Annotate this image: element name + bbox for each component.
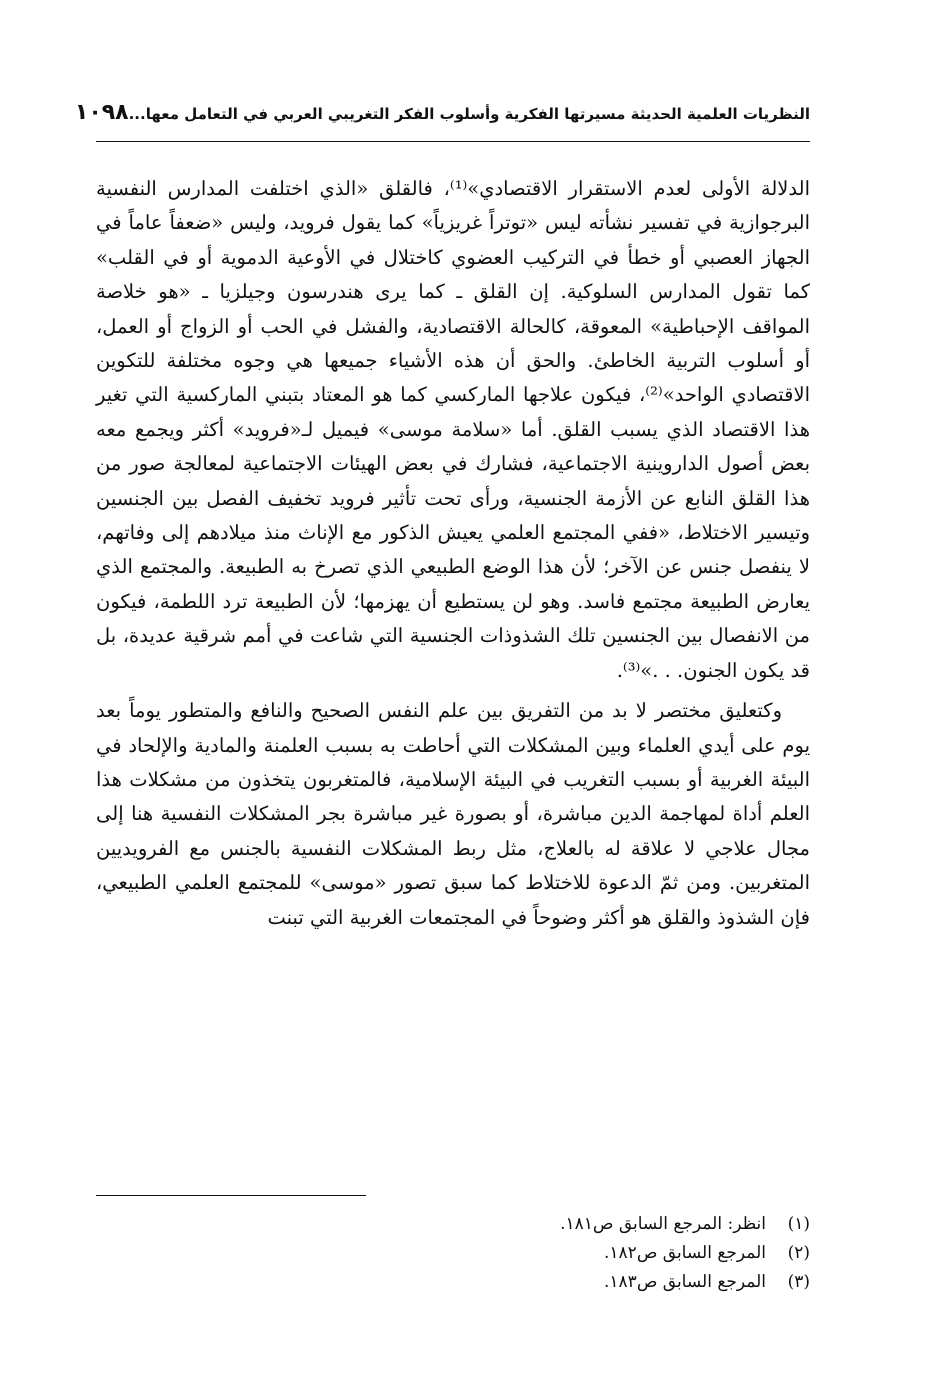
footnote-number: (٣) — [787, 1272, 810, 1292]
footnote-text: انظر: المرجع السابق ص١٨١. — [560, 1214, 766, 1234]
page-number: ١٠٩٨ — [74, 100, 129, 125]
footnote-text: المرجع السابق ص١٨٢. — [604, 1243, 766, 1263]
footnote-number: (٢) — [787, 1243, 810, 1263]
footnote-item — [96, 1239, 810, 1268]
book-page — [74, 100, 810, 1292]
paragraph-1: الدلالة الأولى لعدم الاستقرار الاقتصادي»⁽¹⁾، فالقلق «الذي اختلفت المدارس النفسية البرجوازية في تفسير نشأته ليس «توتراً غريزياً» كما يقول فرويد، وليس «ضعفاً عاماً في الجهاز العصبي أو خطأ في التركيب العضوي كاختلال في الأوعية الدموية أو في القلب» كما تقول المدارس السلوكية. إن القلق ـ كما يرى هندرسون وجيلزيا ـ «هو خلاصة المواقف الإحباطية» المعوقة، كالحالة الاقتصادية، والفشل في الحب أو الزواج أو العمل، أو أسلوب التربية الخاطئ. والحق أن هذه الأشياء جميعها هي وجوه مختلفة للتكوين الاقتصادي الواحد»⁽²⁾، فيكون علاجها الماركسي كما هو المعتاد بتبني الماركسية التي تغير هذا الاقتصاد الذي يسبب القلق. أما «سلامة موسى» فيميل لـ«فرويد» أكثر ويجمع معه بعض أصول الداروينية الاجتماعية، فشارك في بعض الهيئات الاجتماعية لمعالجة صور من هذا القلق النابع عن الأزمة الجنسية، ورأى تحت تأثير فرويد تخفيف الفصل بين الجنسين وتيسير الاختلاط، «ففي المجتمع العلمي يعيش الذكور مع الإناث منذ ميلادهم إلى وفاتهم، لا ينفصل جنس عن الآخر؛ لأن هذا الوضع الطبيعي الذي تصرخ به الطبيعة. والمجتمع الذي يعارض الطبيعة مجتمع فاسد. وهو لن يستطيع أن يهزمها؛ لأن الطبيعة ترد اللطمة، فيكون من الانفصال بين الجنسين تلك الشذوذات الجنسية التي شاعت في أمم شرقية عديدة، بل قد يكون الجنون. . .»⁽³⁾. — [96, 177, 810, 682]
footnote-item — [96, 1268, 810, 1297]
footnotes — [96, 1210, 810, 1297]
body-text — [96, 172, 810, 935]
footnote-divider — [96, 1195, 366, 1196]
footnote-number: (١) — [787, 1214, 810, 1234]
footnote-text: المرجع السابق ص١٨٣. — [604, 1272, 766, 1292]
page-header — [74, 100, 810, 142]
running-title: النظريات العلمية الحديثة مسيرتها الفكرية وأسلوب الفكر التغريبي العربي في التعامل معها... — [128, 105, 810, 123]
paragraph-2: وكتعليق مختصر لا بد من التفريق بين علم النفس الصحيح والنافع والمتطور يوماً بعد يوم على أيدي العلماء وبين المشكلات التي أحاطت به بسبب العلمنة والمادية والإلحاد في البيئة الغربية أو بسبب التغريب في البيئة الإسلامية، فالمتغربون يتخذون من مشكلات هذا العلم أداة لمهاجمة الدين مباشرة، أو بصورة غير مباشرة بجر المشكلات النفسية هنا إلى مجال علاجي لا علاقة له بالعلاج، مثل ربط المشكلات النفسية بالجنس مع الفرويديين المتغربين. ومن ثمّ الدعوة للاختلاط كما سبق تصور «موسى» للمجتمع العلمي الطبيعي، فإن الشذوذ والقلق هو أكثر وضوحاً في المجتمعات الغربية التي تبنت — [96, 699, 810, 929]
footnote-item — [96, 1210, 810, 1239]
